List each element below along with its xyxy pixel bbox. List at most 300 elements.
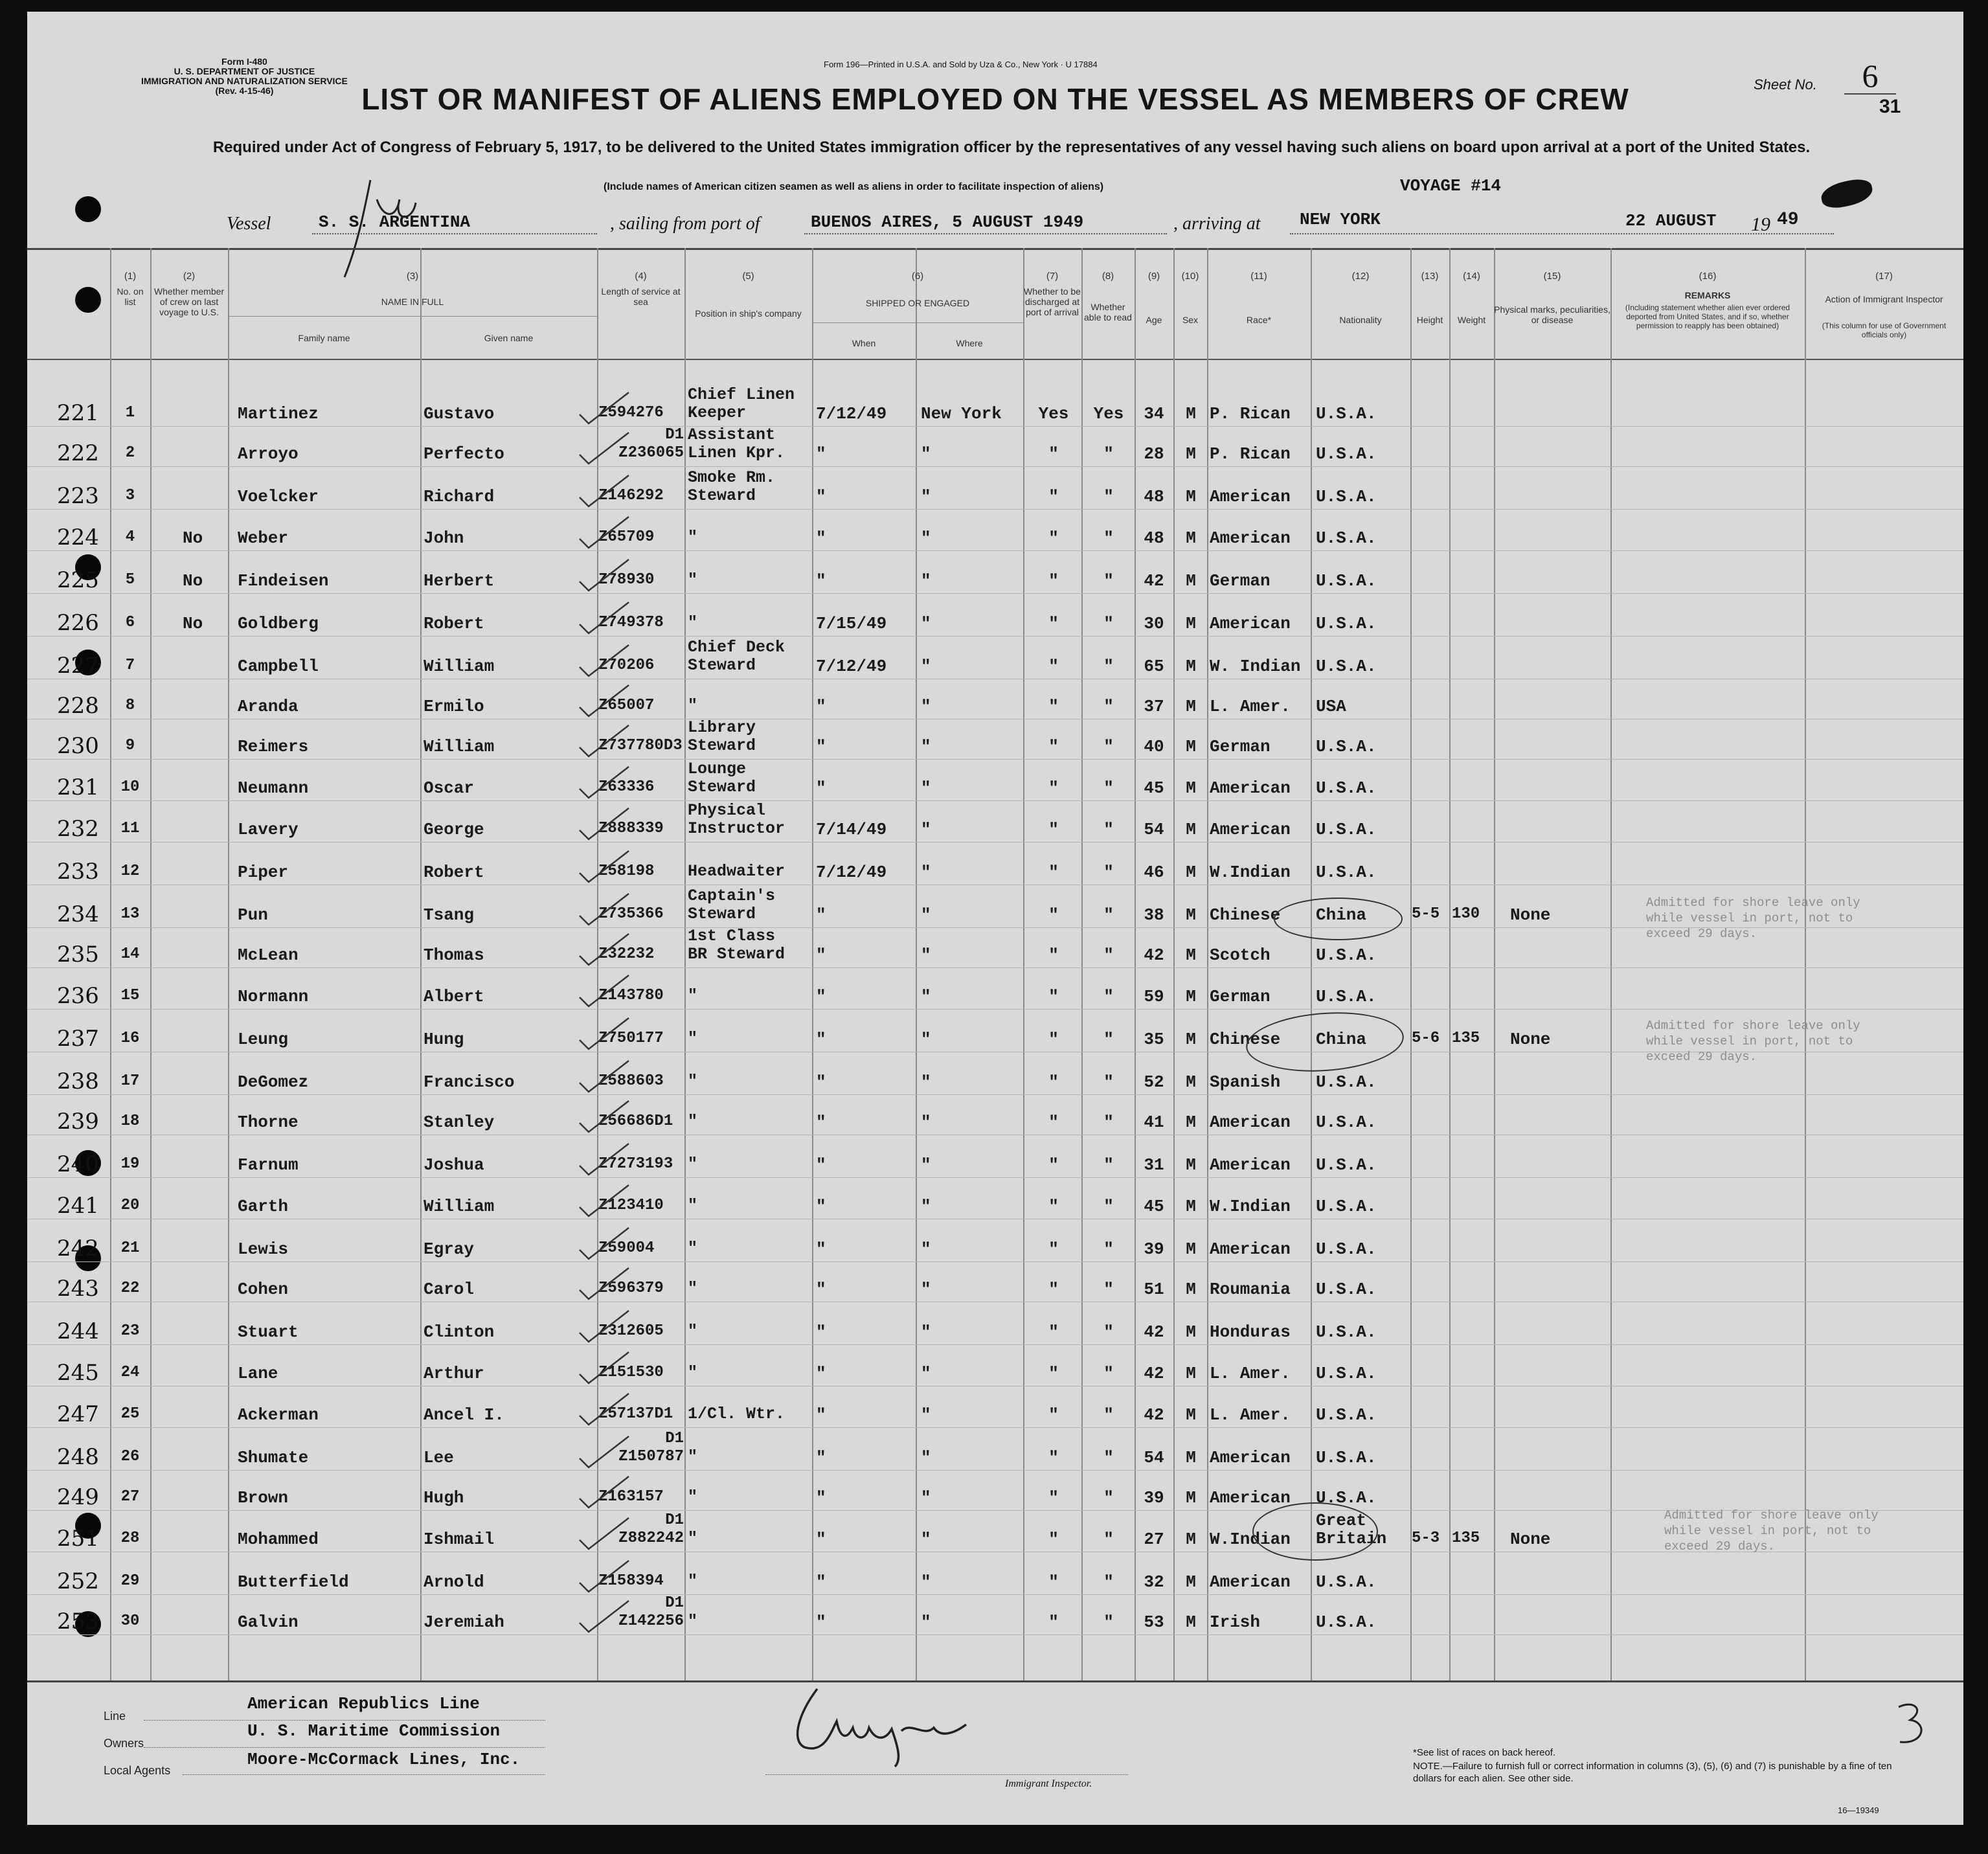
disch-cell: " xyxy=(1048,571,1059,591)
disch-cell: " xyxy=(1048,528,1059,548)
disch-cell: " xyxy=(1048,987,1059,1006)
check-mark-icon xyxy=(574,1057,633,1096)
race-cell: American xyxy=(1210,487,1291,506)
read-cell: " xyxy=(1103,905,1114,925)
age-cell: 54 xyxy=(1144,820,1164,839)
disch-cell: " xyxy=(1048,820,1059,839)
position-cell: " xyxy=(688,1155,698,1173)
family-cell: Arroyo xyxy=(238,444,299,464)
nat-cell: U.S.A. xyxy=(1316,1612,1377,1632)
age-cell: 54 xyxy=(1144,1448,1164,1467)
inspector-signature xyxy=(772,1676,1018,1773)
read-cell: " xyxy=(1103,1072,1114,1092)
read-cell: " xyxy=(1103,820,1114,839)
nat-cell: U.S.A. xyxy=(1316,737,1377,756)
age-cell: 37 xyxy=(1144,697,1164,716)
sex-cell: M xyxy=(1186,571,1196,591)
race-cell: American xyxy=(1210,820,1291,839)
where-cell: " xyxy=(921,945,931,965)
check-mark-icon xyxy=(574,389,633,427)
crew-row xyxy=(27,1430,1963,1471)
col-16-note: (Including statement whether alien ever ordered deported from United States, and if so, whether permission to reapply has been obtained) xyxy=(1625,303,1790,330)
handwritten-manifest-number: 232 xyxy=(57,816,99,842)
col-11-header: Race* xyxy=(1246,315,1272,325)
disch-cell: " xyxy=(1048,1572,1059,1592)
service-cell: Z596379 xyxy=(598,1280,664,1297)
service-cell: Z63336 xyxy=(598,778,655,796)
when-cell: " xyxy=(816,487,826,506)
when-cell: 7/12/49 xyxy=(816,863,887,882)
col-7-number: (7) xyxy=(1046,271,1059,282)
read-cell: " xyxy=(1103,1030,1114,1049)
handwritten-manifest-number: 228 xyxy=(57,693,99,719)
nat-cell: U.S.A. xyxy=(1316,1113,1377,1132)
col-15-number: (15) xyxy=(1543,271,1561,282)
disch-cell: " xyxy=(1048,444,1059,464)
sex-cell: M xyxy=(1186,614,1196,633)
sex-cell: M xyxy=(1186,737,1196,756)
race-cell: American xyxy=(1210,778,1291,798)
crew-row xyxy=(27,426,1963,467)
age-cell: 39 xyxy=(1144,1239,1164,1259)
when-cell: " xyxy=(816,987,826,1006)
nat-cell: Great Britain xyxy=(1316,1511,1387,1548)
col-6-header: SHIPPED OR ENGAGED xyxy=(865,298,970,308)
handwritten-manifest-number: 222 xyxy=(57,440,99,466)
given-cell: Carol xyxy=(424,1280,475,1299)
col-9-header: Age xyxy=(1146,315,1162,325)
print-code: 16—19349 xyxy=(1838,1805,1879,1815)
check-mark-icon xyxy=(574,1014,633,1053)
service-cell: Z78930 xyxy=(598,571,655,589)
col-16-header: REMARKS xyxy=(1684,290,1731,300)
where-cell: " xyxy=(921,528,931,548)
position-cell: " xyxy=(688,1196,698,1215)
no-cell: 25 xyxy=(120,1405,140,1423)
no-cell: 11 xyxy=(120,820,140,837)
circle-china-13 xyxy=(1274,898,1403,940)
handwritten-manifest-number: 235 xyxy=(57,942,99,967)
handwritten-manifest-number: 239 xyxy=(57,1109,99,1135)
position-cell: " xyxy=(688,1612,698,1631)
race-cell: L. Amer. xyxy=(1210,1405,1291,1425)
service-cell: Z57137D1 xyxy=(598,1405,673,1423)
where-cell: " xyxy=(921,1488,931,1508)
no-cell: 22 xyxy=(120,1280,140,1297)
race-cell: P. Rican xyxy=(1210,444,1291,464)
where-cell: " xyxy=(921,1197,931,1216)
disch-cell: " xyxy=(1048,1280,1059,1299)
family-cell: McLean xyxy=(238,945,299,965)
given-cell: Tsang xyxy=(424,905,475,925)
age-cell: 30 xyxy=(1144,614,1164,633)
read-cell: " xyxy=(1103,444,1114,464)
col-6-number: (6) xyxy=(911,271,924,282)
check-mark-icon xyxy=(574,930,633,969)
col-3-header: NAME IN FULL xyxy=(381,297,444,307)
col-9-number: (9) xyxy=(1147,271,1160,282)
race-cell: German xyxy=(1210,737,1271,756)
service-cell: Z146292 xyxy=(598,487,664,504)
sailing-label: , sailing from port of xyxy=(610,214,760,234)
crew-row xyxy=(27,1387,1963,1428)
position-cell: " xyxy=(688,696,698,715)
race-cell: W. Indian xyxy=(1210,657,1301,676)
weight-cell: 135 xyxy=(1452,1030,1480,1047)
no-cell: 27 xyxy=(120,1488,140,1506)
race-cell: L. Amer. xyxy=(1210,1364,1291,1383)
race-cell: American xyxy=(1210,1448,1291,1467)
race-cell: P. Rican xyxy=(1210,404,1291,424)
disch-cell: " xyxy=(1048,1072,1059,1092)
last-cell: No xyxy=(183,571,203,591)
service-cell: Z588603 xyxy=(598,1072,664,1090)
given-cell: Joshua xyxy=(424,1155,484,1175)
check-mark-icon xyxy=(574,1307,633,1346)
when-cell: " xyxy=(816,528,826,548)
disch-cell: " xyxy=(1048,657,1059,676)
position-cell: " xyxy=(688,1072,698,1091)
family-cell: Pun xyxy=(238,905,268,925)
handwritten-manifest-number: 240 xyxy=(57,1151,99,1177)
family-cell: DeGomez xyxy=(238,1072,309,1092)
when-cell: " xyxy=(816,1113,826,1132)
disch-cell: " xyxy=(1048,905,1059,925)
inspector-caption: Immigrant Inspector. xyxy=(1005,1778,1092,1789)
race-cell: Scotch xyxy=(1210,945,1271,965)
given-cell: Ancel I. xyxy=(424,1405,504,1425)
disch-cell: " xyxy=(1048,697,1059,716)
family-cell: Aranda xyxy=(238,697,299,716)
page-number: 31 xyxy=(1879,96,1901,117)
race-cell: German xyxy=(1210,571,1271,591)
sex-cell: M xyxy=(1186,487,1196,506)
check-mark-icon xyxy=(574,1597,633,1636)
when-cell: " xyxy=(816,1239,826,1259)
sex-cell: M xyxy=(1186,1448,1196,1467)
race-cell: German xyxy=(1210,987,1271,1006)
col-2-header: Whether member of crew on last voyage to U.S. xyxy=(153,286,225,317)
col-13-number: (13) xyxy=(1421,271,1439,282)
disch-cell: " xyxy=(1048,1448,1059,1467)
handwritten-manifest-number: 227 xyxy=(57,653,99,679)
where-cell: " xyxy=(921,737,931,756)
age-cell: 38 xyxy=(1144,905,1164,925)
position-cell: 1st Class BR Steward xyxy=(688,927,785,964)
read-cell: " xyxy=(1103,528,1114,548)
sex-cell: M xyxy=(1186,1322,1196,1342)
position-cell: " xyxy=(688,986,698,1005)
handwritten-manifest-number: 252 xyxy=(57,1568,99,1594)
nat-cell: U.S.A. xyxy=(1316,1405,1377,1425)
disch-cell: " xyxy=(1048,1405,1059,1425)
age-cell: 39 xyxy=(1144,1488,1164,1508)
no-cell: 3 xyxy=(125,487,135,504)
check-mark-icon xyxy=(574,1097,633,1136)
handwritten-manifest-number: 226 xyxy=(57,610,99,636)
sex-cell: M xyxy=(1186,820,1196,839)
handwritten-manifest-number: 249 xyxy=(57,1484,99,1510)
nat-cell: U.S.A. xyxy=(1316,1280,1377,1299)
given-cell: Jeremiah xyxy=(424,1612,504,1632)
no-cell: 7 xyxy=(125,657,135,674)
read-cell: " xyxy=(1103,487,1114,506)
family-cell: Garth xyxy=(238,1197,289,1216)
owners-value: U. S. Maritime Commission xyxy=(247,1721,501,1741)
where-cell: " xyxy=(921,1155,931,1175)
given-cell: George xyxy=(424,820,484,839)
sex-cell: M xyxy=(1186,404,1196,424)
ink-blot xyxy=(1819,176,1875,211)
nat-cell: U.S.A. xyxy=(1316,820,1377,839)
given-cell: Arthur xyxy=(424,1364,484,1383)
crew-row xyxy=(27,802,1963,842)
race-cell: L. Amer. xyxy=(1210,697,1291,716)
check-mark-icon xyxy=(574,1348,633,1387)
crew-row xyxy=(27,1137,1963,1178)
crew-row xyxy=(27,1594,1963,1635)
arrival-year-suffix: 49 xyxy=(1777,210,1799,230)
sex-cell: M xyxy=(1186,1030,1196,1049)
line-label: Line xyxy=(104,1710,126,1723)
nat-cell: U.S.A. xyxy=(1316,1322,1377,1342)
nat-cell: U.S.A. xyxy=(1316,528,1377,548)
when-cell: " xyxy=(816,1155,826,1175)
disch-cell: " xyxy=(1048,1322,1059,1342)
service-cell: D1 Z150787 xyxy=(618,1430,684,1465)
check-mark-icon xyxy=(574,721,633,760)
family-cell: Thorne xyxy=(238,1113,299,1132)
service-cell: Z158394 xyxy=(598,1572,664,1590)
sex-cell: M xyxy=(1186,1155,1196,1175)
sex-cell: M xyxy=(1186,1239,1196,1259)
age-cell: 42 xyxy=(1144,1405,1164,1425)
handwritten-manifest-number: 251 xyxy=(57,1526,99,1552)
read-cell: " xyxy=(1103,1280,1114,1299)
no-cell: 28 xyxy=(120,1530,140,1547)
when-cell: " xyxy=(816,1364,826,1383)
family-cell: Martinez xyxy=(238,404,319,424)
no-cell: 26 xyxy=(120,1448,140,1465)
family-cell: Cohen xyxy=(238,1280,289,1299)
col-13-header: Height xyxy=(1416,315,1443,325)
col-2-number: (2) xyxy=(183,271,196,282)
handwritten-manifest-number: 221 xyxy=(57,400,99,426)
no-cell: 29 xyxy=(120,1572,140,1590)
check-mark-icon xyxy=(574,681,633,720)
race-cell: Roumania xyxy=(1210,1280,1291,1299)
given-cell: William xyxy=(424,657,495,676)
check-mark-icon xyxy=(574,641,633,680)
height-cell: 5-6 xyxy=(1412,1030,1440,1047)
service-cell: D1 Z142256 xyxy=(618,1594,684,1630)
col-17-number: (17) xyxy=(1875,271,1893,282)
crew-row xyxy=(27,760,1963,801)
department: U. S. DEPARTMENT OF JUSTICE xyxy=(174,66,315,76)
given-cell: Oscar xyxy=(424,778,475,798)
read-cell: " xyxy=(1103,1572,1114,1592)
position-cell: 1/Cl. Wtr. xyxy=(688,1405,785,1423)
no-cell: 17 xyxy=(120,1072,140,1090)
read-cell: " xyxy=(1103,571,1114,591)
where-cell: " xyxy=(921,987,931,1006)
vessel-label: Vessel xyxy=(227,214,271,234)
family-cell: Reimers xyxy=(238,737,309,756)
given-cell: Herbert xyxy=(424,571,495,591)
handwritten-manifest-number: 247 xyxy=(57,1401,99,1427)
col-15-header: Physical marks, peculiarities, or disease xyxy=(1494,304,1610,325)
handwritten-manifest-number: 230 xyxy=(57,733,99,759)
service-cell: Z32232 xyxy=(598,945,655,963)
no-cell: 4 xyxy=(125,528,135,546)
crew-row xyxy=(27,679,1963,719)
disch-cell: " xyxy=(1048,614,1059,633)
sex-cell: M xyxy=(1186,1072,1196,1092)
crew-row xyxy=(27,1554,1963,1595)
nat-cell: U.S.A. xyxy=(1316,1488,1377,1508)
nat-cell: U.S.A. xyxy=(1316,571,1377,591)
when-cell: " xyxy=(816,1072,826,1092)
check-mark-icon xyxy=(574,1557,633,1596)
read-cell: " xyxy=(1103,1530,1114,1549)
when-cell: " xyxy=(816,737,826,756)
given-cell: Perfecto xyxy=(424,444,504,464)
nat-cell: U.S.A. xyxy=(1316,945,1377,965)
remark-row-13: Admitted for shore leave only while vessel in port, not to exceed 29 days. xyxy=(1646,896,1860,941)
disch-cell: " xyxy=(1048,1612,1059,1632)
family-cell: Butterfield xyxy=(238,1572,349,1592)
where-cell: " xyxy=(921,778,931,798)
service-cell: D1 Z882242 xyxy=(618,1511,684,1547)
where-cell: " xyxy=(921,487,931,506)
where-cell: " xyxy=(921,1530,931,1549)
where-header: Where xyxy=(956,338,983,348)
when-cell: " xyxy=(816,1197,826,1216)
age-cell: 32 xyxy=(1144,1572,1164,1592)
sex-cell: M xyxy=(1186,697,1196,716)
disch-cell: " xyxy=(1048,945,1059,965)
service-cell: Z65709 xyxy=(598,528,655,546)
service-cell: Z65007 xyxy=(598,697,655,714)
arrival-year-prefix: 19 xyxy=(1751,214,1770,235)
col-17-header: Action of Immigrant Inspector xyxy=(1825,294,1943,304)
col-12-number: (12) xyxy=(1351,271,1370,282)
race-cell: Honduras xyxy=(1210,1322,1291,1342)
col-1-number: (1) xyxy=(124,271,137,282)
col-10-number: (10) xyxy=(1181,271,1199,282)
family-cell: Farnum xyxy=(238,1155,299,1175)
no-cell: 2 xyxy=(125,444,135,462)
handwritten-manifest-number: 248 xyxy=(57,1444,99,1470)
position-cell: " xyxy=(688,613,698,632)
age-cell: 45 xyxy=(1144,1197,1164,1216)
where-cell: " xyxy=(921,614,931,633)
read-cell: " xyxy=(1103,987,1114,1006)
position-cell: " xyxy=(688,1487,698,1506)
disch-cell: " xyxy=(1048,487,1059,506)
disch-cell: " xyxy=(1048,1488,1059,1508)
position-cell: " xyxy=(688,1112,698,1131)
sex-cell: M xyxy=(1186,1530,1196,1549)
sheet-no-label: Sheet No. xyxy=(1754,76,1817,93)
position-cell: " xyxy=(688,1279,698,1298)
service-cell: Z163157 xyxy=(598,1488,664,1506)
nat-cell: U.S.A. xyxy=(1316,1155,1377,1175)
race-cell: Irish xyxy=(1210,1612,1261,1632)
position-cell: " xyxy=(688,1572,698,1590)
age-cell: 42 xyxy=(1144,945,1164,965)
read-cell: Yes xyxy=(1093,404,1124,424)
service-cell: Z70206 xyxy=(598,657,655,674)
when-cell: " xyxy=(816,1030,826,1049)
handwritten-manifest-number: 236 xyxy=(57,983,99,1009)
nat-cell: China xyxy=(1316,1030,1367,1049)
where-cell: " xyxy=(921,444,931,464)
family-cell: Lavery xyxy=(238,820,299,839)
weight-cell: 130 xyxy=(1452,905,1480,923)
position-cell: Chief Deck Steward xyxy=(688,638,785,675)
col-4-header: Length of service at sea xyxy=(601,286,681,307)
race-cell: American xyxy=(1210,1155,1291,1175)
age-cell: 40 xyxy=(1144,737,1164,756)
handwritten-manifest-number: 233 xyxy=(57,859,99,885)
disch-cell: " xyxy=(1048,778,1059,798)
no-cell: 16 xyxy=(120,1030,140,1047)
revision: (Rev. 4-15-46) xyxy=(215,85,274,96)
family-cell: Normann xyxy=(238,987,309,1006)
service-cell: D1 Z236065 xyxy=(618,426,684,462)
nat-cell: U.S.A. xyxy=(1316,778,1377,798)
sex-cell: M xyxy=(1186,905,1196,925)
nat-cell: U.S.A. xyxy=(1316,1197,1377,1216)
disch-cell: Yes xyxy=(1038,404,1069,424)
age-cell: 53 xyxy=(1144,1612,1164,1632)
col-3-number: (3) xyxy=(406,271,419,282)
handwritten-manifest-number: 241 xyxy=(57,1193,99,1219)
service-cell: Z58198 xyxy=(598,863,655,880)
handwritten-manifest-number: 243 xyxy=(57,1276,99,1302)
check-mark-icon xyxy=(574,804,633,843)
nat-cell: China xyxy=(1316,905,1367,925)
disch-cell: " xyxy=(1048,1030,1059,1049)
age-cell: 52 xyxy=(1144,1072,1164,1092)
service-cell: Z59004 xyxy=(598,1239,655,1257)
sex-cell: M xyxy=(1186,778,1196,798)
where-cell: " xyxy=(921,1364,931,1383)
handwritten-manifest-number: 253 xyxy=(57,1609,99,1634)
read-cell: " xyxy=(1103,1488,1114,1508)
given-cell: Arnold xyxy=(424,1572,484,1592)
where-cell: " xyxy=(921,571,931,591)
punch-hole xyxy=(75,287,101,313)
check-mark-icon xyxy=(574,847,633,886)
no-cell: 12 xyxy=(120,863,140,880)
when-cell: " xyxy=(816,697,826,716)
read-cell: " xyxy=(1103,1113,1114,1132)
col-10-header: Sex xyxy=(1182,315,1199,325)
arriving-label: , arriving at xyxy=(1173,214,1261,234)
when-cell: 7/15/49 xyxy=(816,614,887,633)
no-cell: 19 xyxy=(120,1155,140,1173)
family-cell: Campbell xyxy=(238,657,319,676)
vessel-name: S. S. ARGENTINA xyxy=(319,212,471,232)
age-cell: 51 xyxy=(1144,1280,1164,1299)
given-cell: Ermilo xyxy=(424,697,484,716)
printer-note: Form 196—Printed in U.S.A. and Sold by Uza & Co., New York · U 17884 xyxy=(824,60,1098,69)
where-cell: " xyxy=(921,1030,931,1049)
disch-cell: " xyxy=(1048,737,1059,756)
no-cell: 15 xyxy=(120,987,140,1004)
